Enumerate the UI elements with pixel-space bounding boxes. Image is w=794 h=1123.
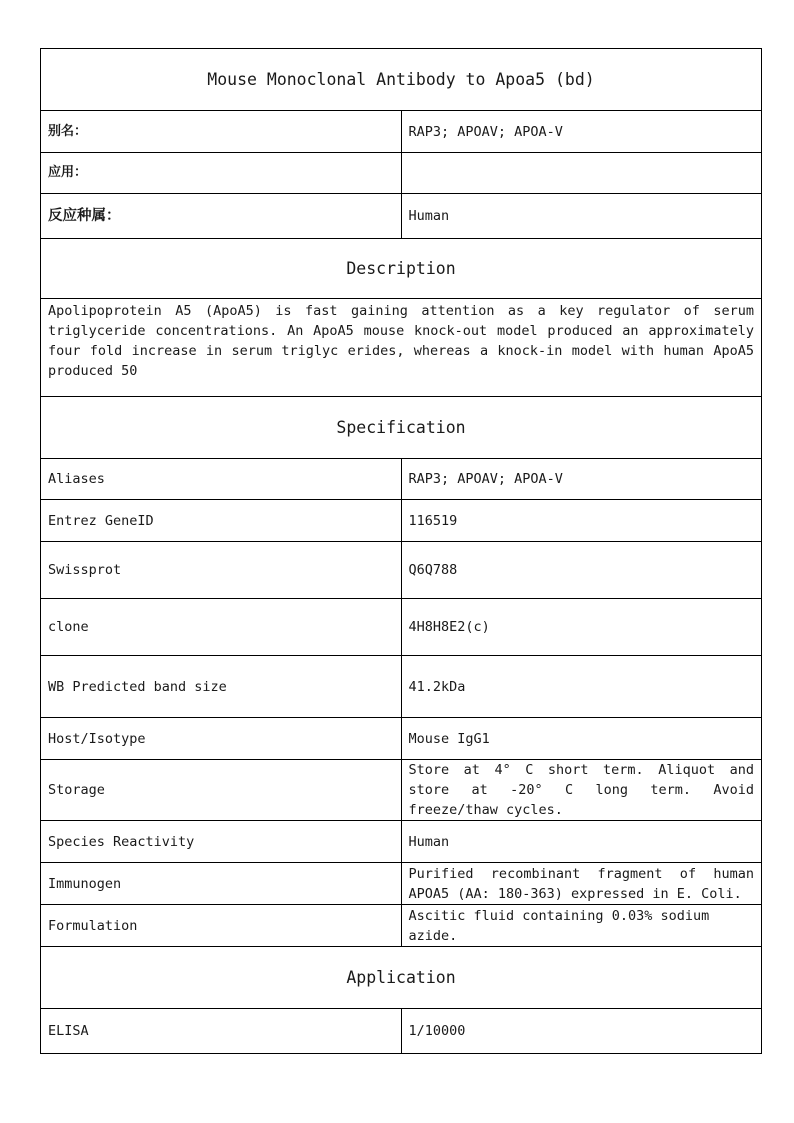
spec-value-aliases: RAP3; APOAV; APOA-V [401, 459, 762, 500]
spec-row-formulation [41, 905, 762, 947]
spec-label-clone: clone [41, 599, 402, 656]
application-cn-value [401, 153, 762, 194]
datasheet-table [40, 48, 762, 1054]
spec-label-species: Species Reactivity [41, 821, 402, 863]
description-heading-row [41, 239, 762, 299]
reactivity-cn-row [41, 194, 762, 239]
application-label-elisa: ELISA [41, 1009, 402, 1054]
spec-label-geneid: Entrez GeneID [41, 500, 402, 542]
datasheet [40, 48, 762, 1054]
spec-value-storage: Store at 4° C short term. Aliquot and store at -20° C long term. Avoid freeze/thaw cycles. [401, 760, 762, 821]
application-value-elisa: 1/10000 [401, 1009, 762, 1054]
spec-value-geneid: 116519 [401, 500, 762, 542]
spec-row-band-size [41, 656, 762, 718]
description-text: Apolipoprotein A5 (ApoA5) is fast gaining attention as a key regulator of serum triglyceride concentrations. An ApoA5 mouse knock-out model produced an approximately four fold increase in serum triglyc erides, whereas a knock-in model with human ApoA5 produced 50 [41, 299, 762, 397]
spec-row-swissprot [41, 542, 762, 599]
alias-row [41, 111, 762, 153]
alias-value: RAP3; APOAV; APOA-V [401, 111, 762, 153]
application-cn-label: 应用： [41, 153, 402, 194]
specification-heading-row [41, 397, 762, 459]
specification-heading: Specification [41, 397, 762, 459]
reactivity-cn-label: 反应种属： [41, 194, 402, 239]
spec-row-geneid [41, 500, 762, 542]
page-title: Mouse Monoclonal Antibody to Apoa5 (bd) [41, 49, 762, 111]
spec-value-host: Mouse IgG1 [401, 718, 762, 760]
spec-row-immunogen [41, 863, 762, 905]
spec-label-host: Host/Isotype [41, 718, 402, 760]
alias-label: 别名： [41, 111, 402, 153]
spec-label-formulation: Formulation [41, 905, 402, 947]
spec-value-immunogen: Purified recombinant fragment of human APOA5 (AA: 180-363) expressed in E. Coli. [401, 863, 762, 905]
spec-value-clone: 4H8H8E2(c) [401, 599, 762, 656]
spec-label-swissprot: Swissprot [41, 542, 402, 599]
description-heading: Description [41, 239, 762, 299]
spec-row-storage [41, 760, 762, 821]
spec-row-clone [41, 599, 762, 656]
spec-label-immunogen: Immunogen [41, 863, 402, 905]
reactivity-cn-value: Human [401, 194, 762, 239]
spec-label-aliases: Aliases [41, 459, 402, 500]
title-row [41, 49, 762, 111]
description-row [41, 299, 762, 397]
spec-value-swissprot: Q6Q788 [401, 542, 762, 599]
spec-value-band-size: 41.2kDa [401, 656, 762, 718]
spec-row-host [41, 718, 762, 760]
spec-label-band-size: WB Predicted band size [41, 656, 402, 718]
application-row-elisa [41, 1009, 762, 1054]
spec-row-aliases [41, 459, 762, 500]
application-heading-row [41, 947, 762, 1009]
spec-label-storage: Storage [41, 760, 402, 821]
application-heading: Application [41, 947, 762, 1009]
spec-row-species [41, 821, 762, 863]
spec-value-species: Human [401, 821, 762, 863]
application-cn-row [41, 153, 762, 194]
spec-value-formulation: Ascitic fluid containing 0.03% sodium azide. [401, 905, 762, 947]
